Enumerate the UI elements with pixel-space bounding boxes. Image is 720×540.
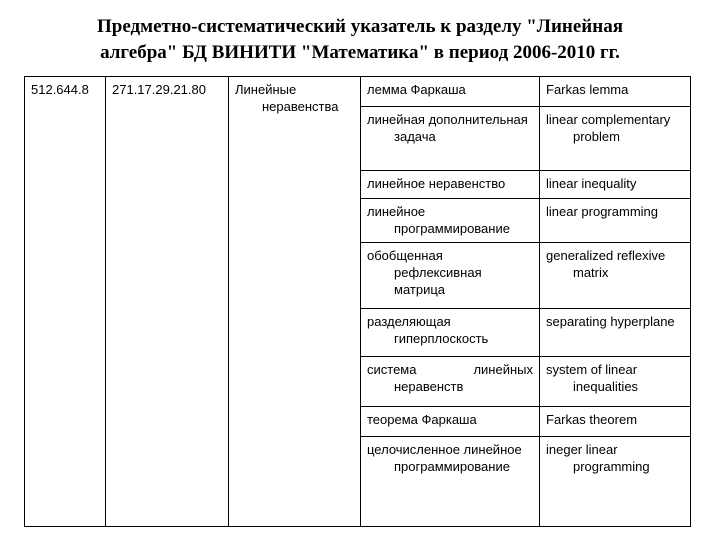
term-en: Farkas theorem <box>546 412 638 427</box>
topic-label: Линейные неравенства <box>235 82 339 114</box>
term-ru: линейное неравенство <box>367 176 506 191</box>
term-en: separating hyperplane <box>546 314 675 329</box>
index-table <box>24 76 691 527</box>
udc-cell <box>25 77 106 527</box>
term-ru-cell <box>361 309 540 357</box>
topic-cell <box>229 77 361 527</box>
page-title <box>0 14 720 66</box>
udc-code: 512.644.8 <box>31 82 89 97</box>
term-ru: обобщенная рефлексивная матрица <box>367 248 482 297</box>
term-ru: система линейных неравенств <box>367 362 533 394</box>
term-ru-cell <box>361 437 540 527</box>
term-ru: целочисленное линейное программирование <box>367 442 522 474</box>
term-en: linear complementary problem <box>546 112 671 144</box>
term-ru: теорема Фаркаша <box>367 412 477 427</box>
term-en-cell <box>540 171 691 199</box>
term-ru-cell <box>361 171 540 199</box>
term-en-cell <box>540 107 691 171</box>
term-en-cell <box>540 309 691 357</box>
term-en-cell <box>540 243 691 309</box>
term-en: linear inequality <box>546 176 637 191</box>
term-en: Farkas lemma <box>546 82 629 97</box>
table-row <box>25 77 691 107</box>
term-ru: линейная дополнительная задача <box>367 112 528 144</box>
term-ru: линейное программирование <box>367 204 510 236</box>
title-line-2: алгебра" БД ВИНИТИ "Математика" в период 2006-2010 гг. <box>100 42 620 63</box>
term-en-cell <box>540 199 691 243</box>
rubric-code-cell <box>106 77 229 527</box>
term-ru-cell <box>361 243 540 309</box>
term-en: system of linear inequalities <box>546 362 639 394</box>
term-en: generalized reflexive matrix <box>546 248 666 280</box>
term-en-cell <box>540 77 691 107</box>
term-en-cell <box>540 437 691 527</box>
term-en: linear programming <box>546 204 658 219</box>
term-ru-cell <box>361 77 540 107</box>
rubric-code: 271.17.29.21.80 <box>112 82 206 97</box>
term-ru: разделяющая гиперплоскость <box>367 314 489 346</box>
term-ru: лемма Фаркаша <box>367 82 466 97</box>
term-en-cell <box>540 357 691 407</box>
term-ru-cell <box>361 107 540 171</box>
title-line-1: Предметно-систематический указатель к разделу "Линейная <box>97 16 623 37</box>
term-ru-cell <box>361 357 540 407</box>
term-en: ineger linear programming <box>546 442 650 474</box>
term-en-cell <box>540 407 691 437</box>
term-ru-cell <box>361 407 540 437</box>
term-ru-cell <box>361 199 540 243</box>
